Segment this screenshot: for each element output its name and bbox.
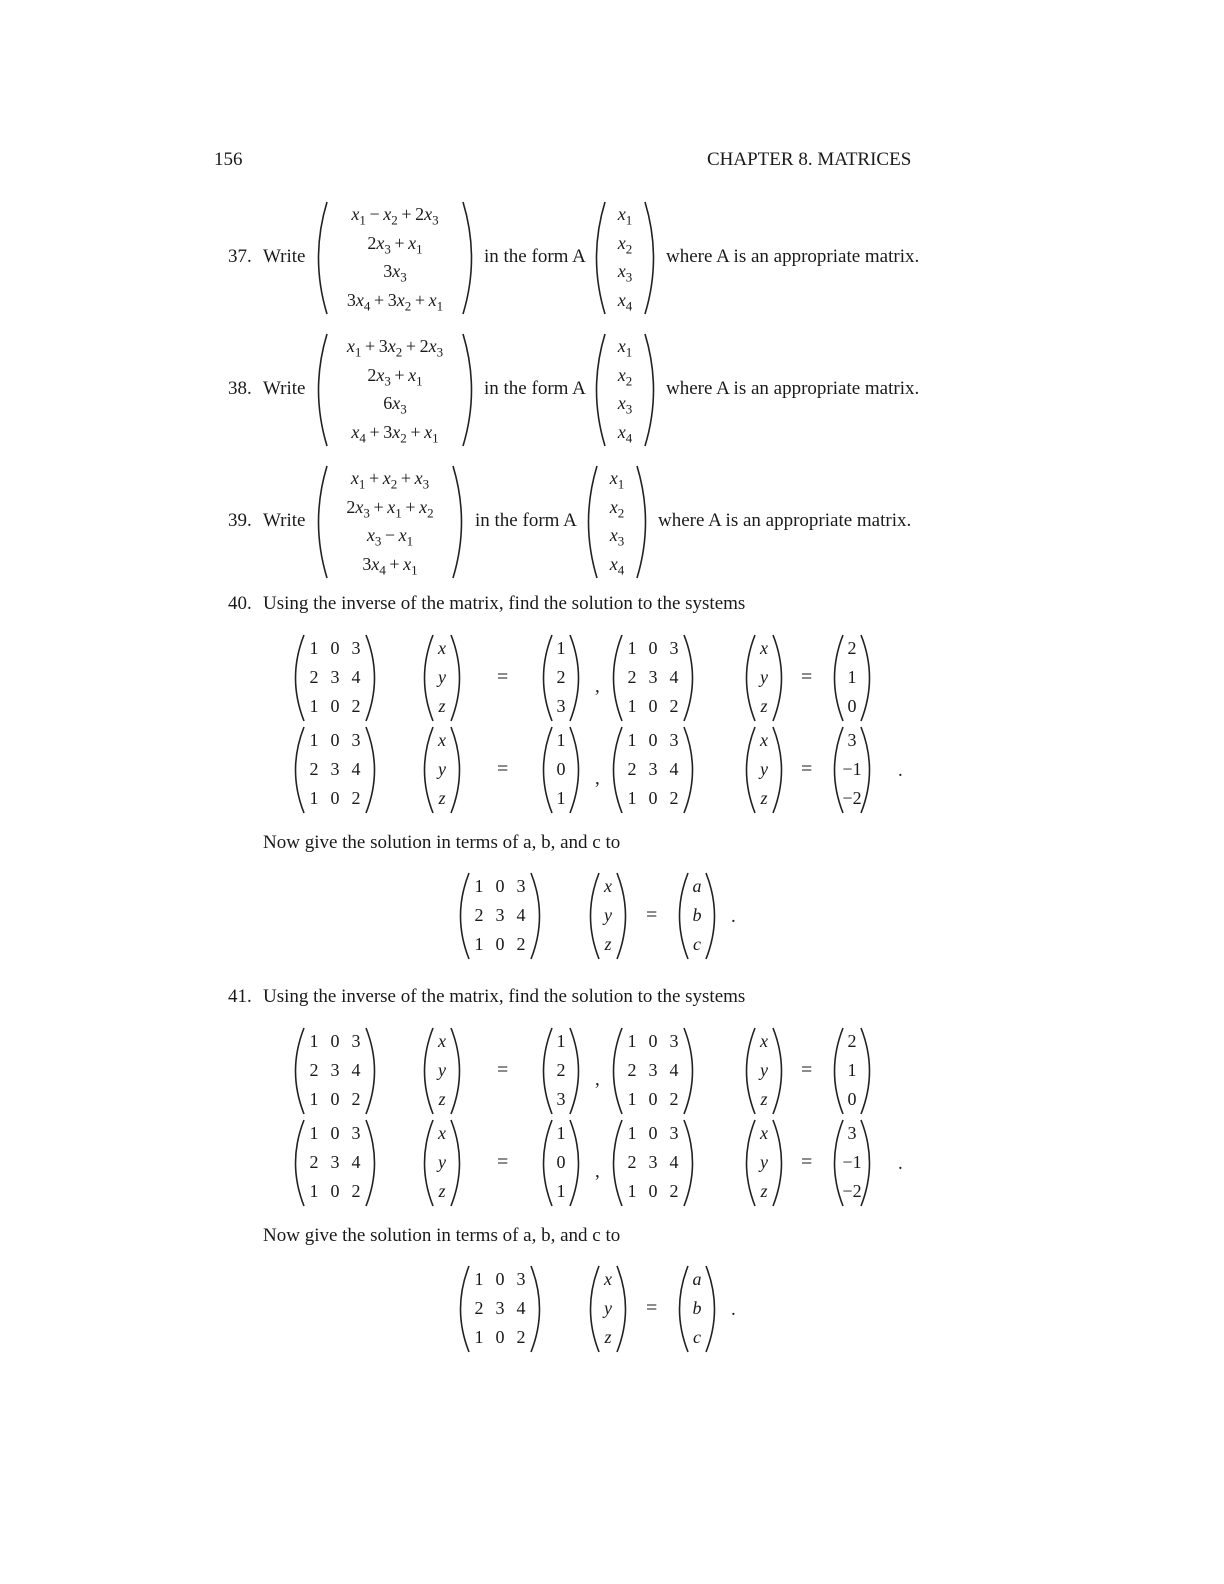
problem-38-number: 38. (228, 378, 252, 399)
coef-matrix-entry: 2 (351, 788, 361, 808)
coef-matrix-entry: 3 (669, 638, 679, 658)
coef-matrix-entry: 1 (309, 730, 319, 750)
xyz-vector (588, 1265, 628, 1353)
p37-expr-entry: $3x_3$ (383, 261, 407, 285)
problem-39-write: Write (263, 510, 306, 531)
problem-39-tail: where A is an appropriate matrix. (658, 510, 912, 531)
xyz-vector-entry: y (604, 1298, 612, 1318)
coef-matrix-entry: 3 (351, 1123, 361, 1143)
abc-vector-entry: b (692, 905, 702, 925)
coef-matrix-entry: 3 (669, 1031, 679, 1051)
problem-39-in-form: in the form A (475, 510, 577, 531)
xyz-vector-entry: x (760, 1123, 768, 1143)
coef-matrix-entry: 4 (516, 1298, 526, 1318)
coef-matrix-entry: 0 (330, 730, 340, 750)
coef-matrix-entry: 0 (648, 696, 658, 716)
coef-matrix (458, 872, 542, 960)
coef-matrix-entry: 3 (648, 667, 658, 687)
abc-vector-entry: b (692, 1298, 702, 1318)
period: . (731, 906, 736, 927)
coef-matrix-entry: 1 (309, 1089, 319, 1109)
coef-matrix-entry: 0 (330, 1181, 340, 1201)
p38-expr-entry: $6x_3$ (383, 393, 407, 417)
rhs-vector-entry: 1 (556, 638, 566, 658)
coef-matrix-entry: 3 (351, 1031, 361, 1051)
equals-sign: = (497, 1059, 509, 1081)
abc-vector (677, 872, 717, 960)
p38-expr-entry: $x_4 + 3x_2 + x_1$ (351, 421, 439, 446)
rhs-vector-entry: 1 (847, 667, 857, 687)
p38-expr-entry: $x_1 + 3x_2 + 2x_3$ (346, 336, 444, 360)
coef-matrix-entry: 1 (627, 1181, 637, 1201)
coef-matrix-entry: 2 (627, 1152, 637, 1172)
rhs-vector (832, 1027, 872, 1115)
problem-39-number: 39. (228, 510, 252, 531)
coef-matrix-entry: 3 (669, 730, 679, 750)
abc-vector-entry: a (692, 876, 702, 896)
coef-matrix-entry: 0 (648, 788, 658, 808)
problem-37-number: 37. (228, 246, 252, 267)
coef-matrix (611, 1027, 695, 1115)
coef-matrix-entry: 0 (330, 1123, 340, 1143)
equals-sign: = (801, 666, 813, 688)
rhs-vector-entry: 1 (847, 1060, 857, 1080)
coef-matrix-entry: 1 (627, 1031, 637, 1051)
coef-matrix-entry: 1 (309, 1123, 319, 1143)
xyz-vector-entry: y (438, 667, 446, 687)
coef-matrix-entry: 3 (495, 905, 505, 925)
xyz-vector-entry: z (760, 696, 768, 716)
xyz-vector-entry: y (604, 905, 612, 925)
coef-matrix-entry: 4 (351, 1152, 361, 1172)
xyz-vector-entry: y (760, 1060, 768, 1080)
rhs-vector-entry: 1 (556, 730, 566, 750)
coef-matrix-entry: 3 (516, 1269, 526, 1289)
rhs-vector-entry: 3 (847, 730, 857, 750)
coef-matrix-entry: 3 (330, 759, 340, 779)
coef-matrix-entry: 3 (330, 667, 340, 687)
xyz-vector-entry: x (438, 1031, 446, 1051)
coef-matrix-entry: 0 (648, 1031, 658, 1051)
rhs-vector-entry: 3 (556, 1089, 566, 1109)
coef-matrix-entry: 1 (309, 788, 319, 808)
problem-40-text: Using the inverse of the matrix, find the solution to the systems (263, 593, 746, 614)
comma: , (595, 676, 600, 697)
page-number: 156 (214, 149, 243, 170)
coef-matrix-entry: 0 (648, 1089, 658, 1109)
p39-var-entry: $x_4$ (609, 553, 625, 578)
xyz-vector-entry: y (438, 1060, 446, 1080)
xyz-vector (744, 634, 784, 722)
coef-matrix-entry: 2 (351, 1181, 361, 1201)
problem-38-in-form: in the form A (484, 378, 586, 399)
rhs-vector (541, 634, 581, 722)
rhs-vector-entry: 0 (847, 696, 857, 716)
coef-matrix (293, 726, 377, 814)
equals-sign: = (646, 904, 658, 926)
p39-expr-entry: $3x_4 + x_1$ (362, 553, 418, 578)
coef-matrix-entry: 0 (495, 876, 505, 896)
coef-matrix (293, 1027, 377, 1115)
comma: , (595, 1161, 600, 1182)
coef-matrix-entry: 2 (309, 1152, 319, 1172)
xyz-vector-entry: x (604, 876, 612, 896)
xyz-vector-entry: z (604, 1327, 612, 1347)
problem-37-tail: where A is an appropriate matrix. (666, 246, 920, 267)
coef-matrix-entry: 2 (516, 1327, 526, 1347)
xyz-vector (744, 1027, 784, 1115)
rhs-vector (832, 634, 872, 722)
rhs-vector-entry: −2 (842, 788, 862, 808)
problem-41-text: Using the inverse of the matrix, find the solution to the systems (263, 986, 746, 1007)
p37-expr-entry: $x_1 - x_2 + 2x_3$ (351, 204, 439, 228)
coef-matrix-entry: 3 (669, 1123, 679, 1143)
abc-vector-entry: c (693, 1327, 701, 1347)
coef-matrix-entry: 1 (627, 788, 637, 808)
coef-matrix (293, 1119, 377, 1207)
problem-41-now: Now give the solution in terms of a, b, and c to (263, 1225, 621, 1246)
problem-37-expression-vector (316, 201, 474, 315)
coef-matrix (458, 1265, 542, 1353)
rhs-vector-entry: −2 (842, 1181, 862, 1201)
rhs-vector-entry: −1 (842, 1152, 862, 1172)
xyz-vector-entry: z (438, 788, 446, 808)
coef-matrix-entry: 4 (669, 1060, 679, 1080)
rhs-vector-entry: 2 (847, 1031, 857, 1051)
rhs-vector-entry: 0 (556, 1152, 566, 1172)
p39-var-entry: $x_1$ (609, 468, 625, 492)
rhs-vector-entry: 0 (556, 759, 566, 779)
xyz-vector-entry: y (438, 1152, 446, 1172)
p39-expr-entry: $2x_3 + x_1 + x_2$ (346, 496, 434, 521)
rhs-vector-entry: 1 (556, 788, 566, 808)
coef-matrix-entry: 2 (309, 667, 319, 687)
coef-matrix-entry: 4 (351, 1060, 361, 1080)
xyz-vector-entry: z (760, 788, 768, 808)
rhs-vector-entry: 1 (556, 1031, 566, 1051)
coef-matrix-entry: 0 (330, 638, 340, 658)
xyz-vector (422, 1119, 462, 1207)
coef-matrix-entry: 0 (330, 1089, 340, 1109)
rhs-vector-entry: 2 (847, 638, 857, 658)
p37-expr-entry: $3x_4 + 3x_2 + x_1$ (346, 289, 444, 314)
coef-matrix-entry: 3 (351, 638, 361, 658)
p38-var-entry: $x_4$ (617, 421, 633, 446)
coef-matrix-entry: 4 (669, 1152, 679, 1172)
xyz-vector-entry: z (760, 1181, 768, 1201)
coef-matrix-entry: 2 (474, 1298, 484, 1318)
coef-matrix-entry: 1 (627, 696, 637, 716)
rhs-vector (541, 726, 581, 814)
rhs-vector-entry: 2 (556, 1060, 566, 1080)
coef-matrix-entry: 0 (330, 1031, 340, 1051)
coef-matrix-entry: 1 (474, 876, 484, 896)
rhs-vector-entry: −1 (842, 759, 862, 779)
problem-38-expression-vector (316, 333, 474, 447)
coef-matrix-entry: 4 (669, 759, 679, 779)
xyz-vector (588, 872, 628, 960)
coef-matrix-entry: 2 (669, 696, 679, 716)
coef-matrix-entry: 1 (309, 1181, 319, 1201)
rhs-vector-entry: 0 (847, 1089, 857, 1109)
coef-matrix (611, 726, 695, 814)
coef-matrix-entry: 2 (351, 1089, 361, 1109)
period: . (898, 760, 903, 781)
coef-matrix-entry: 0 (648, 1123, 658, 1143)
rhs-vector (832, 1119, 872, 1207)
abc-vector (677, 1265, 717, 1353)
xyz-vector-entry: x (438, 730, 446, 750)
p37-var-entry: $x_2$ (617, 232, 633, 257)
coef-matrix-entry: 0 (648, 638, 658, 658)
xyz-vector (422, 726, 462, 814)
rhs-vector-entry: 1 (556, 1181, 566, 1201)
coef-matrix-entry: 1 (309, 696, 319, 716)
xyz-vector (422, 634, 462, 722)
xyz-vector-entry: y (760, 667, 768, 687)
coef-matrix-entry: 2 (309, 1060, 319, 1080)
rhs-vector-entry: 2 (556, 667, 566, 687)
coef-matrix (611, 634, 695, 722)
xyz-vector-entry: x (760, 1031, 768, 1051)
p39-var-entry: $x_2$ (609, 496, 625, 521)
problem-38-write: Write (263, 378, 306, 399)
equals-sign: = (801, 1059, 813, 1081)
equals-sign: = (497, 1151, 509, 1173)
coef-matrix-entry: 3 (648, 759, 658, 779)
coef-matrix-entry: 1 (627, 730, 637, 750)
xyz-vector-entry: y (438, 759, 446, 779)
coef-matrix-entry: 0 (330, 696, 340, 716)
coef-matrix-entry: 2 (669, 1181, 679, 1201)
coef-matrix-entry: 1 (474, 1269, 484, 1289)
p38-var-entry: $x_1$ (617, 336, 633, 360)
xyz-vector-entry: x (438, 1123, 446, 1143)
coef-matrix-entry: 1 (309, 1031, 319, 1051)
problem-37-in-form: in the form A (484, 246, 586, 267)
xyz-vector (744, 726, 784, 814)
coef-matrix-entry: 3 (330, 1152, 340, 1172)
coef-matrix-entry: 4 (669, 667, 679, 687)
problem-39-variable-vector (586, 465, 648, 579)
coef-matrix-entry: 2 (351, 696, 361, 716)
coef-matrix-entry: 3 (330, 1060, 340, 1080)
coef-matrix-entry: 0 (495, 1269, 505, 1289)
coef-matrix-entry: 2 (627, 1060, 637, 1080)
coef-matrix-entry: 1 (627, 638, 637, 658)
coef-matrix-entry: 1 (474, 934, 484, 954)
p39-var-entry: $x_3$ (609, 525, 625, 549)
equals-sign: = (801, 758, 813, 780)
problem-39-expression-vector (316, 465, 464, 579)
p38-expr-entry: $2x_3 + x_1$ (367, 364, 423, 389)
rhs-vector-entry: 3 (847, 1123, 857, 1143)
p37-expr-entry: $2x_3 + x_1$ (367, 232, 423, 257)
coef-matrix-entry: 4 (351, 667, 361, 687)
xyz-vector-entry: y (760, 1152, 768, 1172)
p39-expr-entry: $x_3 - x_1$ (366, 525, 414, 549)
p38-var-entry: $x_3$ (617, 393, 633, 417)
equals-sign: = (646, 1297, 658, 1319)
xyz-vector (422, 1027, 462, 1115)
xyz-vector-entry: z (604, 934, 612, 954)
coef-matrix-entry: 0 (648, 1181, 658, 1201)
comma: , (595, 1069, 600, 1090)
rhs-vector (832, 726, 872, 814)
p37-var-entry: $x_4$ (617, 289, 633, 314)
coef-matrix-entry: 0 (648, 730, 658, 750)
coef-matrix-entry: 4 (516, 905, 526, 925)
coef-matrix-entry: 2 (309, 759, 319, 779)
xyz-vector-entry: z (438, 1089, 446, 1109)
p39-expr-entry: $x_1 + x_2 + x_3$ (350, 468, 430, 492)
abc-vector-entry: c (693, 934, 701, 954)
problem-41-number: 41. (228, 986, 252, 1007)
comma: , (595, 768, 600, 789)
equals-sign: = (801, 1151, 813, 1173)
p37-var-entry: $x_1$ (617, 204, 633, 228)
coef-matrix-entry: 1 (627, 1123, 637, 1143)
xyz-vector-entry: x (760, 730, 768, 750)
coef-matrix-entry: 2 (516, 934, 526, 954)
abc-vector-entry: a (692, 1269, 702, 1289)
coef-matrix-entry: 1 (309, 638, 319, 658)
coef-matrix-entry: 4 (351, 759, 361, 779)
coef-matrix-entry: 3 (351, 730, 361, 750)
equals-sign: = (497, 666, 509, 688)
coef-matrix (293, 634, 377, 722)
rhs-vector-entry: 3 (556, 696, 566, 716)
problem-38-tail: where A is an appropriate matrix. (666, 378, 920, 399)
coef-matrix-entry: 2 (627, 667, 637, 687)
xyz-vector-entry: z (438, 1181, 446, 1201)
xyz-vector-entry: x (438, 638, 446, 658)
p38-var-entry: $x_2$ (617, 364, 633, 389)
coef-matrix-entry: 3 (648, 1152, 658, 1172)
rhs-vector (541, 1027, 581, 1115)
coef-matrix (611, 1119, 695, 1207)
coef-matrix-entry: 2 (669, 788, 679, 808)
coef-matrix-entry: 1 (474, 1327, 484, 1347)
problem-40-number: 40. (228, 593, 252, 614)
xyz-vector-entry: z (438, 696, 446, 716)
coef-matrix-entry: 2 (474, 905, 484, 925)
chapter-header: CHAPTER 8. MATRICES (707, 149, 912, 170)
coef-matrix-entry: 3 (648, 1060, 658, 1080)
xyz-vector-entry: x (604, 1269, 612, 1289)
coef-matrix-entry: 3 (516, 876, 526, 896)
period: . (898, 1153, 903, 1174)
coef-matrix-entry: 0 (330, 788, 340, 808)
coef-matrix-entry: 0 (495, 1327, 505, 1347)
problem-38-variable-vector (594, 333, 656, 447)
coef-matrix-entry: 2 (669, 1089, 679, 1109)
coef-matrix-entry: 1 (627, 1089, 637, 1109)
coef-matrix-entry: 3 (495, 1298, 505, 1318)
period: . (731, 1299, 736, 1320)
coef-matrix-entry: 0 (495, 934, 505, 954)
xyz-vector (744, 1119, 784, 1207)
xyz-vector-entry: z (760, 1089, 768, 1109)
equals-sign: = (497, 758, 509, 780)
rhs-vector-entry: 1 (556, 1123, 566, 1143)
problem-37-variable-vector (594, 201, 656, 315)
rhs-vector (541, 1119, 581, 1207)
xyz-vector-entry: x (760, 638, 768, 658)
problem-40-now: Now give the solution in terms of a, b, and c to (263, 832, 621, 853)
p37-var-entry: $x_3$ (617, 261, 633, 285)
coef-matrix-entry: 2 (627, 759, 637, 779)
problem-37-write: Write (263, 246, 306, 267)
xyz-vector-entry: y (760, 759, 768, 779)
